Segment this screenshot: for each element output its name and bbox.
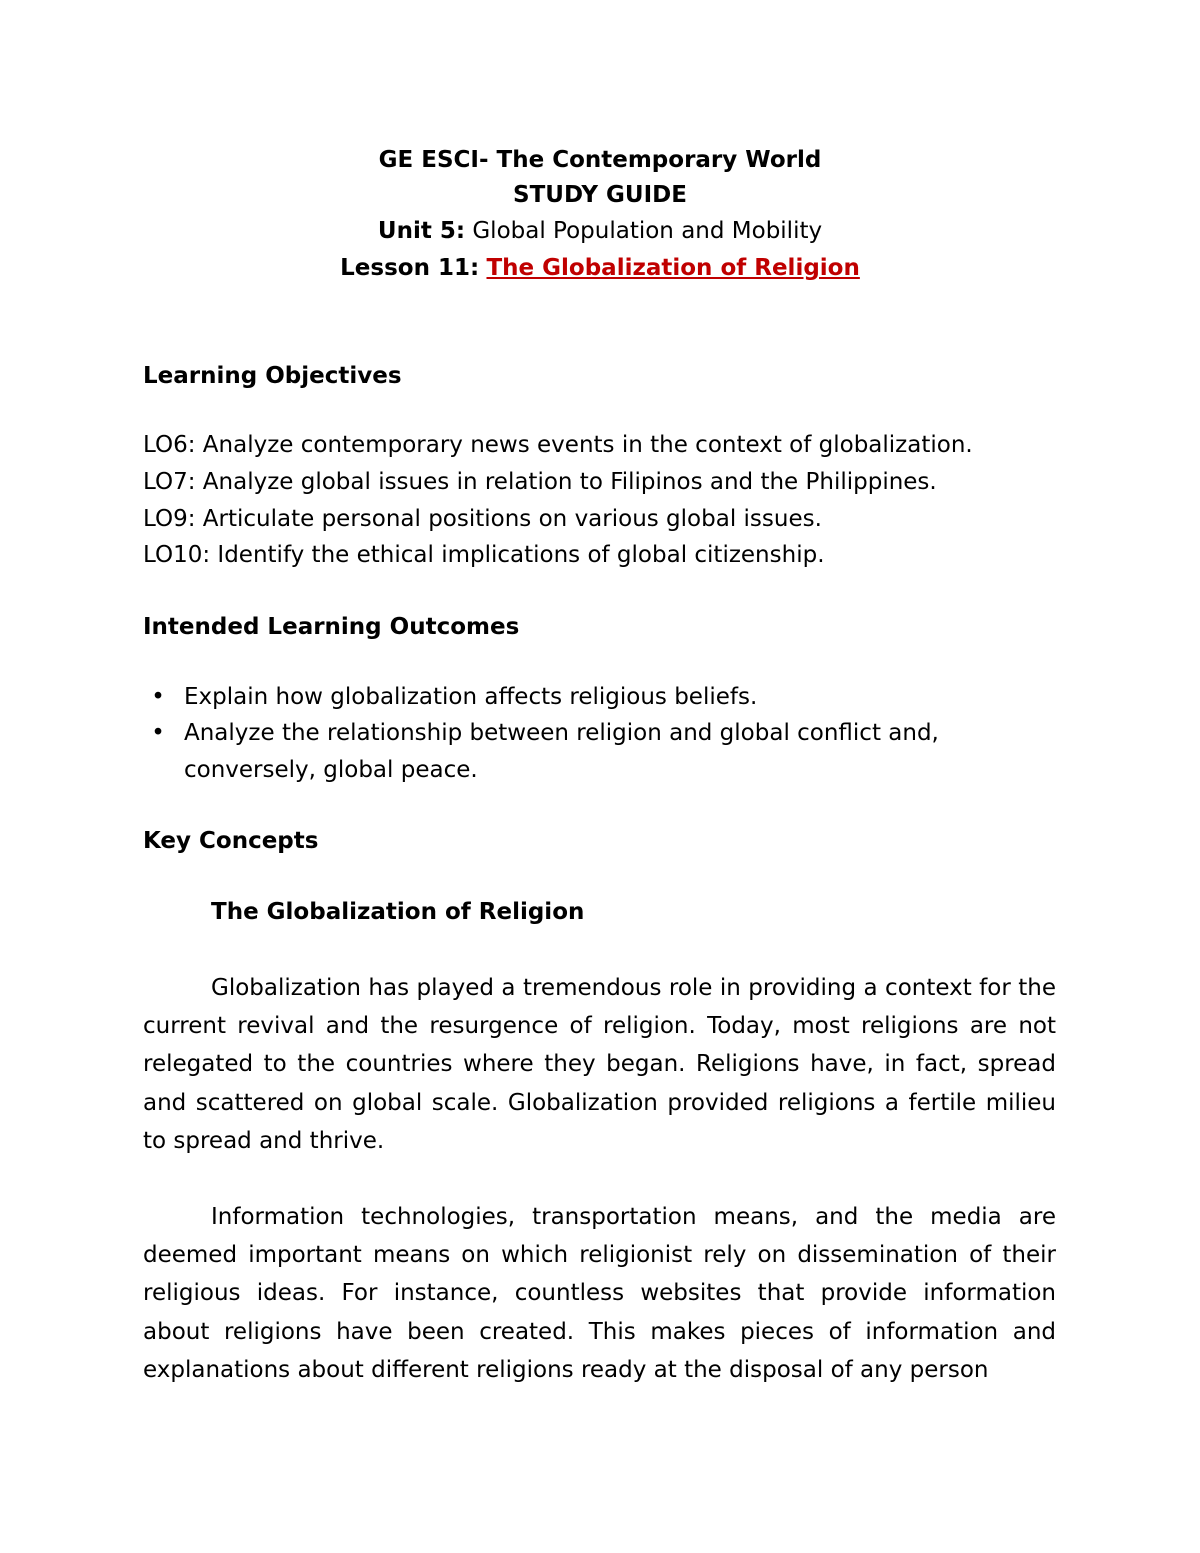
body-paragraph: Information technologies, transportation means, and the media are deemed important means on which religionist rely on dissemination of their religious ideas. For instance, countless websites that provide information about religions have been created. This makes pieces of information and explanations about different religions ready at the disposal of any person: [143, 1204, 1056, 1383]
key-concepts-heading: Key Concepts: [143, 828, 319, 854]
bullet-icon: •: [151, 684, 165, 710]
outcome-item: [143, 715, 1063, 789]
objective-lo10: LO10: Identify the ethical implications of global citizenship.: [143, 542, 825, 568]
objective-lo6: LO6: Analyze contemporary news events in the context of globalization.: [143, 432, 973, 458]
unit-label: Unit 5:: [377, 218, 466, 244]
outcome-text: Explain how globalization affects religious beliefs.: [184, 684, 758, 710]
unit-line: [0, 216, 1200, 246]
lesson-title: The Globalization of Religion: [486, 255, 860, 281]
outcome-item: [143, 679, 1063, 716]
learning-objectives-heading: Learning Objectives: [143, 363, 402, 389]
unit-title: Global Population and Mobility: [472, 218, 823, 244]
lesson-line: [0, 253, 1200, 283]
objective-lo9: LO9: Articulate personal positions on various global issues.: [143, 506, 822, 532]
lesson-label: Lesson 11:: [340, 255, 480, 281]
document-type: STUDY GUIDE: [513, 182, 687, 208]
section-subheading: The Globalization of Religion: [211, 899, 585, 925]
course-title: GE ESCI- The Contemporary World: [378, 147, 822, 173]
objective-lo7: LO7: Analyze global issues in relation to Filipinos and the Philippines.: [143, 469, 937, 495]
outcome-text: Analyze the relationship between religion and global conflict and, conversely, global peace.: [184, 720, 939, 783]
bullet-icon: •: [151, 720, 165, 746]
body-paragraph: Globalization has played a tremendous role in providing a context for the current revival and the resurgence of religion. Today, most religions are not relegated to the countries where they began. Religions have, in fact, spread and scattered on global scale. Globalization provided religions a fertile milieu to spread and thrive.: [143, 975, 1056, 1154]
intended-outcomes-heading: Intended Learning Outcomes: [143, 614, 520, 640]
